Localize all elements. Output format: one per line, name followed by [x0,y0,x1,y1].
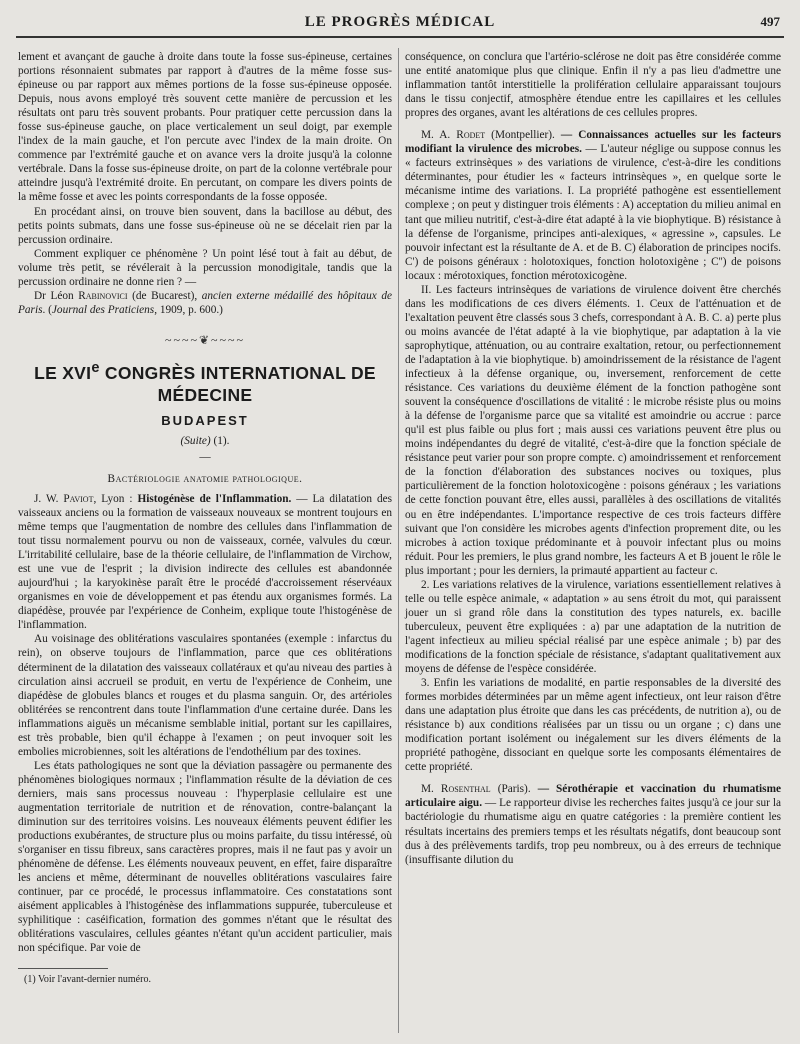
signature-role: ancien externe médaillé des hôpitaux de Paris [18,289,392,316]
left-column [18,50,392,987]
running-header [16,12,784,38]
short-dash: — [199,450,211,463]
rodet-author-prefix: M. A. [421,129,457,142]
journal-title: LE PROGRÈS MÉDICAL [304,14,496,30]
signature [18,289,392,317]
paragraph: 3. Enfin les variations de modalité, en partie responsables de la diversité des formes morbides déterminées par un même agent infectieux, ont leur raison d'être dans une adaptation plus étroite que dans les cas précédents, de nutrition a), ou de résistance b) aux conditions réalisées par un tissu ou un organe ; c) dans une modification portant isolément ou inégalement sur les divers éléments de la propriété pathogène, dissociant en quelque sorte les composants élémentaires de cette propriété. [405,677,781,774]
congress-suite [18,434,392,448]
signature-location: (de Bucarest), [127,289,202,302]
congress-city: BUDAPEST [161,412,249,428]
signature-journal: Journal des Praticiens [51,303,155,316]
paviot-entry [18,492,392,632]
rodet-author: Rodet [456,129,486,142]
rosenthal-author: Rosenthal [440,783,491,796]
rodet-city: (Montpellier). [485,129,561,142]
paragraph: Au voisinage des oblitérations vasculaires spontanées (exemple : infarctus du rein), on observe toujours de l'inflammation, parce que ces oblitérations déterminent de la dilatation des vaisseaux collatéraux et qu'au niveau des parties à circulation ainsi accrueil se produit, en vertu de l'expérience de Conheim, une diapédèse de globules blancs et rouges et du plasma sanguin. Or, des artérioles oblitérées se rencontrent dans toute l'inflammation d'une certaine durée. Dans les inflammations aiguës un mécanisme semblable initial, portant sur les capillaires, est très probable, bien qu'il échappe à l'examen ; on peut invoquer soit les embolies microbiennes, soit les altérations de l'endothélium par des toxines. [18,633,392,758]
paragraph: lement et avançant de gauche à droite dans toute la fosse sus-épineuse, certaines portions résonnaient submates par rapport à d'autres de la même fosse sus-épineuse ou par rapport aux mêmes portions de la fosse sus-épineuse opposée. Depuis, nous avons employé très souvent cette manière de percussion et les résultats ont paru très souvent probants. Pour pratiquer cette percussion dans la fosse sus-épineuse gauche, on place verticalement un seul doigt, par exemple l'index de la main gauche, et l'on percute avec l'index de la main droite. On commence par l'extrémité gauche et on avance vers la droite jusqu'à la colonne vertébrale. Dans la fosse sus-épineuse droite, on part de la colonne vertébrale pour atteindre jusqu'à l'extrémité droite. En percutant, on compare les divers points de la même fosse et avec les points correspondants de la fosse opposée. [18,51,392,204]
spacer [405,774,781,782]
footnote-ref: (1). [210,434,230,447]
congress-title-sup: e [91,359,100,376]
paviot-title: Histogénèse de l'Inflammation. [137,492,292,505]
suite-label: (Suite) [180,434,211,447]
paragraph: Comment expliquer ce phénomène ? Un point lésé tout à fait au début, de volume très petit, se révélerait à la percussion monodigitale, tandis que la percussion ordinaire ne donne rien ? — [18,247,392,288]
congress-title-prefix: LE XVI [34,362,92,383]
rodet-title: — Connaissances actuelles sur les facteurs modifiant la virulence des microbes. [405,129,781,156]
rosenthal-title: — Sérothérapie et vaccination du rhumatisme articulaire aigu. [405,783,781,810]
paragraph: 2. Les variations relatives de la virulence, variations essentiellement relatives à telle ou telle espèce animale, « adaptation » au sens étroit du mot, qui paraissent jouer un si grand rôle dans la constitution des types naturels, ex. bacille tuberculeux, peuvent être expliquées : a) par une adaptation de la nutrition de l'agent infectieux au milieu spécial réalisé par une espèce animale ; b) par des modifications de la fonction spéciale de résistance, s'adaptant qualitativement aux moyens de défense de l'espèce considérée. [405,578,781,676]
spacer [405,120,781,128]
column-divider [398,48,399,1033]
paragraph: En procédant ainsi, on trouve bien souvent, dans la bacillose au début, des petits points submats, dans une fosse sus-épineuse où ne se décelait rien par la percussion ordinaire. [18,205,392,246]
rosenthal-author-prefix: M. [421,783,441,796]
ornament-divider: ~~~~❦~~~~ [165,332,245,347]
paviot-text: — La dilatation des vaisseaux anciens ou la formation de vaisseaux nouveaux se montrent toujours en même temps que l'augmentation de nombre des cellules dans l'inflammation de tout tissu normalement pourvu ou non de vaisseaux, cornée, valvules du cœur. L'irritabilité cellulaire, base de la théorie cellulaire, de l'inflammation de Virchow, est une vue de l'esprit ; la division indirecte des cellules est abandonnée aujourd'hui ; la karyokinèse paraît être le procédé d'accroissement réservéaux organismes en voie de développement et pas étendu aux organismes formés. La diapédèse, prouvée par l'expérience de Conheim, explique toute l'histogénèse de l'inflammation. [18,492,392,632]
section-heading: Bactériologie anatomie pathologique. [107,472,303,485]
paragraph: conséquence, on conclura que l'artério-sclérose ne doit pas être considérée comme une entité anatomique plus que clinique. Enfin il n'y a pas lieu d'admettre une inflammation tantôt interstitielle la prolifération cellulaire apparaissant toujours dans le tissu conjectif, atmosphère étendue entre les capillaires et les cellules propres des organes, avant les altérations de ces cellules propres. [405,51,781,120]
rodet-text: — L'auteur néglige ou suppose connus les « facteurs extrinsèques » des variations de virulence, c'est-à-dire les conditions déterminantes, pour étudier les « facteurs intrinsèques », en quelque sorte le mécanisme intime des variations. I. La propriété pathogène est essentiellement complexe ; on peut y distinguer trois éléments : A) acceptation du milieu animal en tant que milieu nutritif, c'est-à-dire état adapté à la vie biophytique. B) résistance à la défense de l'organisme, principes anti-alexiques, « agressine », capsules. Le pouvoir infectant est la résultante de A. et de B. C) élaboration de principes nocifs. C') de poisons généraux : holotoxiques, fonction holotoxigène ; C'') de poisons locaux : mérotoxiques, fonction mérotoxicogène. [405,143,781,282]
footnote: (1) Voir l'avant-dernier numéro. [24,973,151,985]
rosenthal-city: (Paris). [490,783,538,796]
right-column [405,50,781,867]
rosenthal-entry [405,782,781,866]
congress-title [18,357,392,406]
paragraph: II. Les facteurs intrinsèques de variations de virulence doivent être cherchés dans les modifications de ces divers éléments. 1. Ceux de l'atténuation et de l'exaltation peuvent être classés sous 3 chefs, correspondant à A. B. C. a) perte plus ou moins avancée de l'état adapté à la vie biophytique, par adaptation à la vie saprophytique, atténuation, ou au contraire exaltation, retour, ou perfectionnement de l'adaptation à la vie biophytique. b) amoindrissement de la résistance de l'agent infectieux à la défense organique, ou, inversement, renforcement de cette résistance. Ces variations du deuxième élément de la fonction pathogène sont souvent la conséquence d'oscillations de vitalité : le microbe résiste plus ou moins à la défense de l'organisme parce que sa vitalité est amoindrie ou accrue : parce qu'il est plus faible ou plus fort ; mais aussi ces variations peuvent être plus ou moins indépendantes du degré de vitalité, c'est-à-dire que la fonction spéciale de résistance peut varier pour son propre compte. c) amoindrissement et renforcement de la fonction d'élaboration des substances nocives ou toxiques, plus particulièrement de la fonction holotoxicogène : poisons généraux ; les variations de cette fonction pouvant être, elles aussi, parallèles à des oscillations de vitalités ou en être indépendantes. L'importance respective de ces trois facteurs diffère suivant que l'on considère les microbes agents d'infection proprement dite, ou les microbes à action toxique prédominante et à pouvoir infectant plus ou moins réduit. Pour les premiers, le plus grand nombre, les facteurs A et B jouent le rôle le plus important ; pour les derniers, la primauté appartient au facteur c. [405,283,781,577]
signature-name: Rabinovici [78,289,128,302]
congress-title-suffix: CONGRÈS INTERNATIONAL DE MÉDECINE [99,362,376,405]
paviot-author: J. W. Paviot [34,492,94,505]
signature-source-open: . ( [42,303,52,316]
rosenthal-text: — Le rapporteur divise les recherches faites jusqu'à ce jour sur la bactériologie du rhumatisme aigu en quatre catégories : la première contient les résultats incertains des premiers temps et les résultats négatifs, dont beaucoup sont dus à des prélèvements tardifs, trop peu nombreux, ou à des erreurs de technique (insuffisante dilution du [405,797,781,866]
paragraph: Les états pathologiques ne sont que la déviation passagère ou permanente des phénomènes biologiques normaux ; l'inflammation résulte de la déviation de ces derniers, mais sans processus nouveau : l'hyperplasie cellulaire est une augmentation territoriale de nutrition et de rénovation, contre-balançant la diminution sur des territoires voisins. Les nouveaux éléments peuvent édifier les productions exubérantes, de structure plus ou moins parfaite, du tissu intéressé, où s'organiser en tissu fibreux, sans caractères propres, mais il ne faut pas y avoir un phénomène de défense. Les éléments nouveaux peuvent, en effet, faire disparaître les anciens et même, déterminant de nouvelles oblitérations vasculaires faire continuer, par ce procédé, le processus inflammatoire. Ces constatations sont aisément applicables à l'histogénèse des inflammations suppurée, tuberculeuse et syphilitique : caséification, formation des gommes n'étant que le résultat des oblitérations vasculaires, cellules géantes n'étant qu'un accident particulier, mais non spécifique. Par voie de [18,759,392,955]
rodet-entry [405,128,781,283]
signature-prefix: Dr Léon [34,289,79,302]
paviot-city: , Lyon : [93,492,138,505]
page-number: 497 [760,14,780,29]
footnote-rule [18,968,108,969]
signature-source-close: , 1909, p. 600.) [154,303,223,316]
